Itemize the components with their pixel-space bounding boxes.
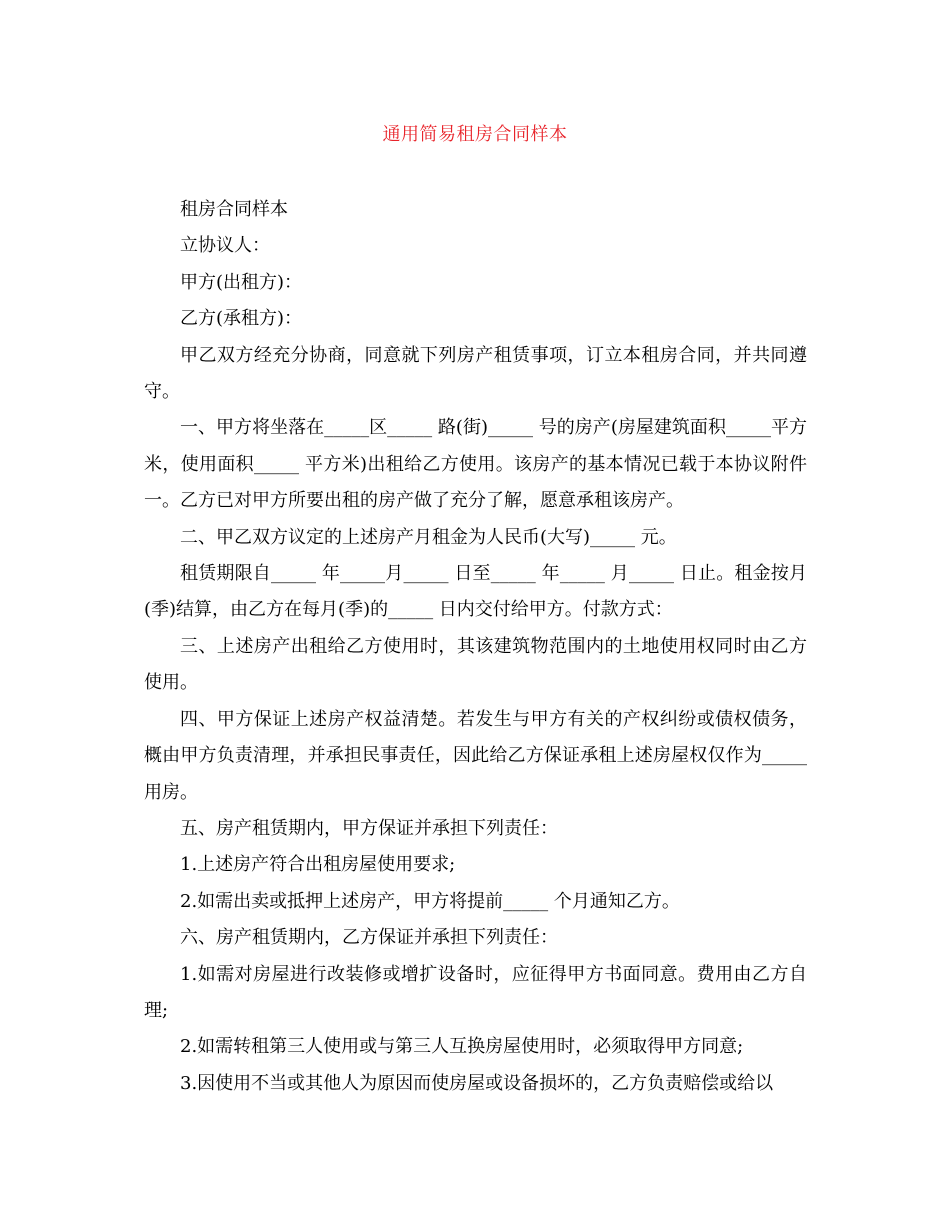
paragraph: 三、上述房产出租给乙方使用时，其该建筑物范围内的土地使用权同时由乙方使用。	[144, 635, 807, 694]
document-body	[144, 192, 807, 1102]
paragraph: 2.如需转租第三人使用或与第三人互换房屋使用时，必须取得甲方同意;	[180, 1036, 744, 1058]
document-title: 通用简易租房合同样本	[382, 124, 568, 145]
paragraph: 3.因使用不当或其他人为原因而使房屋或设备损坏的，乙方负责赔偿或给以	[180, 1072, 774, 1094]
paragraph: 六、房产租赁期内，乙方保证并承担下列责任：	[180, 927, 558, 949]
paragraph: 乙方(承租方)：	[180, 308, 303, 330]
paragraph: 五、房产租赁期内，甲方保证并承担下列责任：	[180, 817, 558, 839]
paragraph: 租赁期限自_____ 年_____月_____ 日至_____ 年_____ 月_____ 日止。租金按月(季)结算，由乙方在每月(季)的_____ 日内交付给甲方。付款方式：	[144, 563, 807, 621]
paragraph: 甲方(出租方)：	[180, 271, 303, 293]
paragraph: 一、甲方将坐落在_____区_____ 路(街)_____ 号的房产(房屋建筑面积_____平方米，使用面积_____ 平方米)出租给乙方使用。该房产的基本情况已载于本协议附件一。乙方已对甲方所要出租的房产做了充分了解，愿意承租该房产。	[144, 417, 807, 512]
paragraph: 甲乙双方经充分协商，同意就下列房产租赁事项，订立本租房合同，并共同遵守。	[144, 344, 807, 403]
paragraph: 租房合同样本	[180, 199, 288, 220]
paragraph: 1.如需对房屋进行改装修或增扩设备时，应征得甲方书面同意。费用由乙方自理;	[144, 963, 807, 1021]
paragraph: 四、甲方保证上述房产权益清楚。若发生与甲方有关的产权纠纷或债权债务，概由甲方负责清理，并承担民事责任，因此给乙方保证承租上述房屋权仅作为_____ 用房。	[144, 708, 807, 803]
paragraph: 1.上述房产符合出租房屋使用要求;	[180, 854, 456, 876]
paragraph: 2.如需出卖或抵押上述房产，甲方将提前_____ 个月通知乙方。	[180, 890, 680, 912]
paragraph: 立协议人：	[180, 235, 270, 257]
paragraph: 二、甲乙双方议定的上述房产月租金为人民币(大写)_____ 元。	[180, 526, 677, 548]
